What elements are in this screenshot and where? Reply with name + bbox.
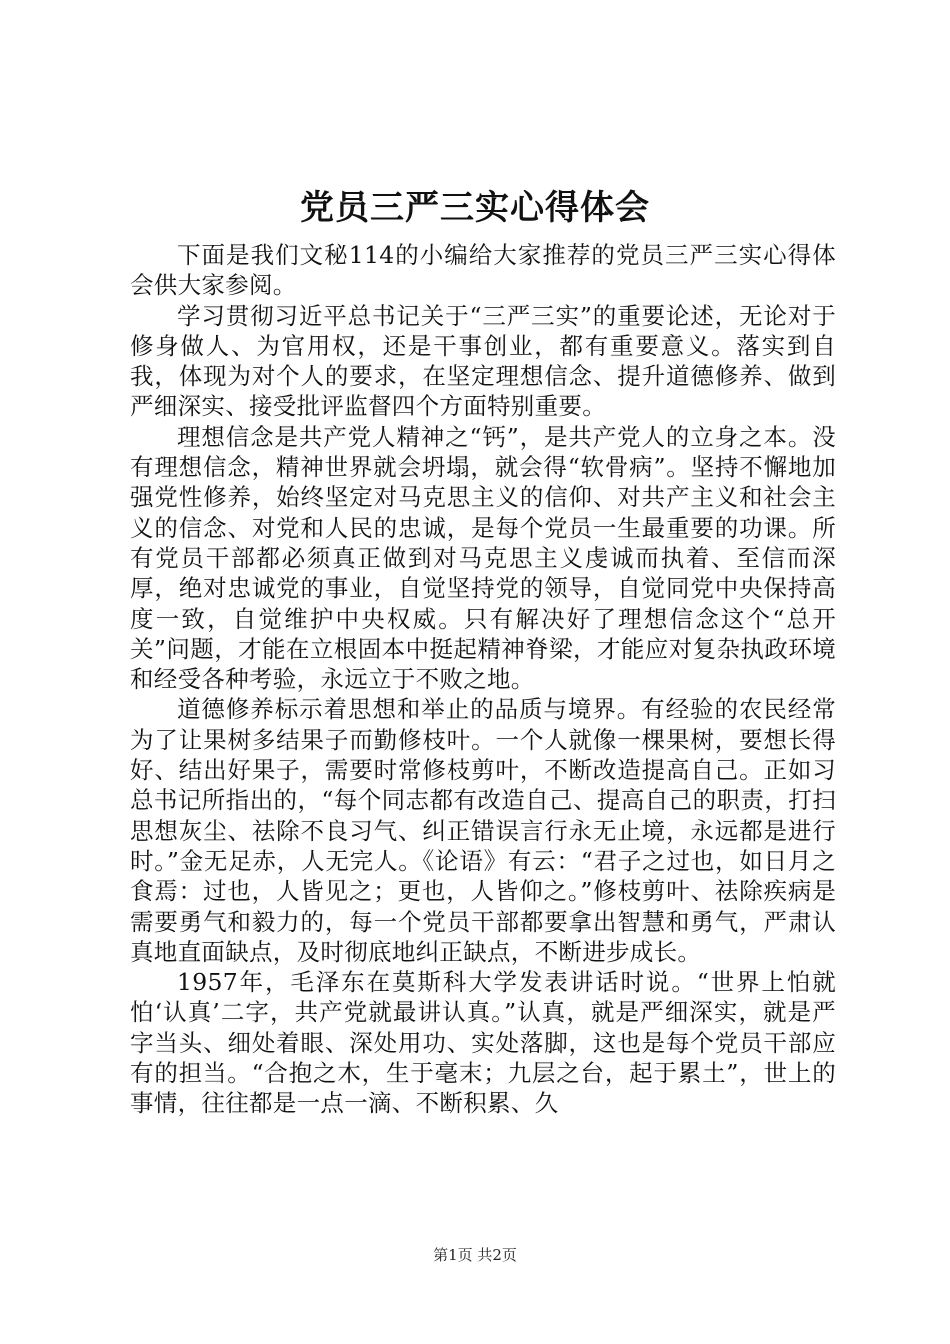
paragraph-morality: 道德修养标示着思想和举止的品质与境界。有经验的农民经常为了让果树多结果子而勤修枝叶。一个人就像一棵果树，要想长得好、结出好果子，需要时常修枝剪叶，不断改造提高自己。正如习总书记所指出的，“每个同志都有改造自己、提高自己的职责，打扫思想灰尘、祛除不良习气、纠正错误言行永无止境，永远都是进行时。”金无足赤，人无完人。《论语》有云：“君子之过也，如日月之食焉：过也，人皆见之；更也，人皆仰之。”修枝剪叶、祛除疾病是需要勇气和毅力的，每一个党员干部都要拿出智慧和勇气，严肃认真地直面缺点，及时彻底地纠正缺点，不断进步成长。	[130, 695, 836, 966]
paragraph-earnestness: 1957年，毛泽东在莫斯科大学发表讲话时说。“世界上怕就怕‘认真’二字，共产党就最讲认真。”认真，就是严细深实，就是严字当头、细处着眼、深处用功、实处落脚，这也是每个党员干部应有的担当。“合抱之木，生于毫末；九层之台，起于累土”，世上的事情，往往都是一点一滴、不断积累、久	[130, 968, 836, 1118]
document-body	[130, 240, 836, 1119]
document-title: 党员三严三实心得体会	[300, 188, 650, 228]
paragraph-study: 学习贯彻习近平总书记关于“三严三实”的重要论述，无论对于修身做人、为官用权，还是干事创业，都有重要意义。落实到自我，体现为对个人的要求，在坚定理想信念、提升道德修养、做到严细深实、接受批评监督四个方面特别重要。	[130, 301, 836, 421]
paragraph-intro: 下面是我们文秘114的小编给大家推荐的党员三严三实心得体会供大家参阅。	[130, 241, 836, 300]
paragraph-ideals: 理想信念是共产党人精神之“钙”，是共产党人的立身之本。没有理想信念，精神世界就会坍塌，就会得“软骨病”。坚持不懈地加强党性修养，始终坚定对马克思主义的信仰、对共产主义和社会主义的信念、对党和人民的忠诚，是每个党员一生最重要的功课。所有党员干部都必须真正做到对马克思主义虔诚而执着、至信而深厚，绝对忠诚党的事业，自觉坚持党的领导，自觉同党中央保持高度一致，自觉维护中央权威。只有解决好了理想信念这个“总开关”问题，才能在立根固本中挺起精神脊梁，才能应对复杂执政环境和经受各种考验，永远立于不败之地。	[130, 422, 836, 694]
page-footer: 第1页 共2页	[433, 1246, 517, 1264]
